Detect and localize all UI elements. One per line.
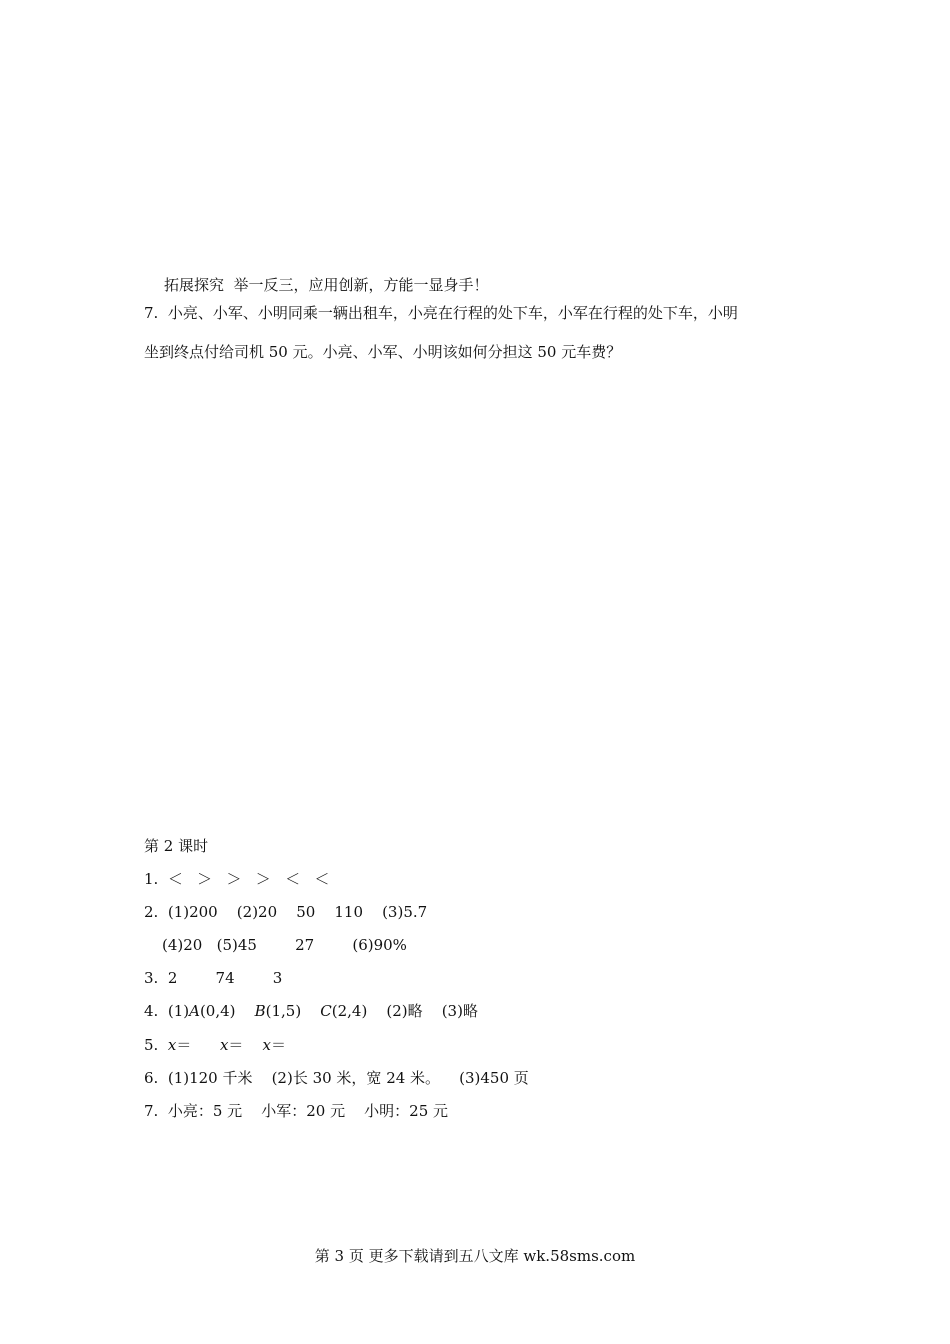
page-footer: 第 3 页 更多下载请到五八文库 wk.58sms.com bbox=[314, 1247, 636, 1265]
point-a-label: A bbox=[189, 1002, 200, 1020]
answer-2-line-1: 2. (1)200 (2)20 50 110 (3)5.7 bbox=[144, 903, 428, 921]
answer-4 bbox=[144, 1001, 478, 1021]
answer-3: 3. 2 74 3 bbox=[144, 969, 283, 987]
answer-4-prefix: 4. (1) bbox=[144, 1002, 190, 1020]
section-header: 拓展探究 举一反三，应用创新，方能一显身手！ bbox=[164, 276, 489, 294]
point-b-coords: (1,5) bbox=[265, 1002, 321, 1020]
answer-1: 1. ＜ ＞ ＞ ＞ ＜ ＜ bbox=[144, 870, 330, 888]
answer-2-line-2: (4)20 (5)45 27 (6)90% bbox=[162, 936, 407, 954]
question-7-line-2: 坐到终点付给司机 50 元。小亮、小军、小明该如何分担这 50 元车费？ bbox=[144, 343, 622, 361]
variable-x-1: x bbox=[167, 1036, 177, 1054]
answer-5 bbox=[144, 1035, 286, 1055]
answer-7: 7. 小亮：5 元 小军：20 元 小明：25 元 bbox=[144, 1102, 449, 1120]
variable-x-3: x bbox=[262, 1036, 271, 1054]
point-c-coords: (2,4) (2)略 (3)略 bbox=[331, 1002, 478, 1020]
variable-x-2: x bbox=[219, 1036, 229, 1054]
equals-2: ＝ bbox=[228, 1036, 263, 1054]
point-b-label: B bbox=[254, 1002, 266, 1020]
point-a-coords: (0,4) bbox=[199, 1002, 255, 1020]
answer-5-prefix: 5. bbox=[144, 1036, 168, 1054]
point-c-label: C bbox=[320, 1002, 332, 1020]
answer-6: 6. (1)120 千米 (2)长 30 米，宽 24 米。 (3)450 页 bbox=[144, 1069, 529, 1087]
equals-3: ＝ bbox=[270, 1036, 286, 1054]
answers-title: 第 2 课时 bbox=[144, 837, 209, 855]
equals-1: ＝ bbox=[176, 1036, 220, 1054]
question-7-line-1: 7. 小亮、小军、小明同乘一辆出租车，小亮在行程的处下车，小军在行程的处下车，小明 bbox=[144, 304, 738, 322]
